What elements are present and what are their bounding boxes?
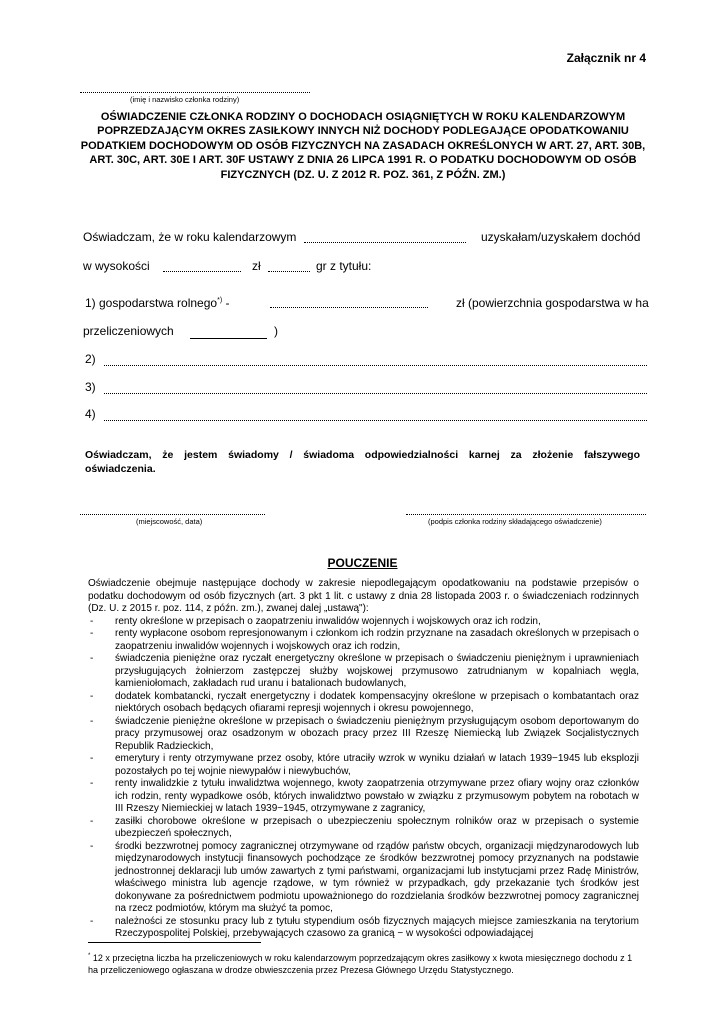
form-line-1-start: Oświadczam, że w roku kalendarzowym — [83, 230, 297, 244]
item-1-dash: - — [225, 296, 230, 310]
item-1-text: 1) gospodarstwa rolnego — [85, 296, 218, 310]
hectares-field[interactable] — [190, 338, 267, 339]
item-4-label: 4) — [85, 407, 96, 421]
list-item: - świadczenia pieniężne oraz ryczałt energetyczny określone w przepisach o świadczeniu pieniężnym i uprawnieniach przysługujących żołnierzom zastępczej służby wojskowej przymusowo zatrudnianym w kopalniach węgla, kamieniołomach, zakładach rud uranu i batalionach budowlanych, — [88, 653, 639, 691]
item-2-label: 2) — [85, 352, 96, 366]
amount-zl-field[interactable] — [163, 271, 241, 272]
document-title: OŚWIADCZENIE CZŁONKA RODZINY O DOCHODACH OSIĄGNIĘTYCH W ROKU KALENDARZOWYM POPRZEDZAJĄCYM OKRES ZASIŁKOWY INNYCH NIŻ DOCHODY PODLEGAJĄCE OPODATKOWANIU PODATKIEM DOCHODOWYM OD OSÓB FIZYCZNYCH NA ZASADACH OKREŚLONYCH W ART. 27, ART. 30B, ART. 30C, ART. 30E I ART. 30F USTAWY Z DNIA 26 LIPCA 1991 R. O PODATKU DOCHODOWYM OD OSÓB FIZYCZNYCH (DZ. U. Z 2012 R. POZ. 361, Z PÓŹN. ZM.) — [80, 111, 646, 181]
item-1-label — [85, 296, 230, 310]
year-field[interactable] — [304, 242, 466, 243]
attachment-label: Załącznik nr 4 — [566, 51, 646, 65]
item-1-close: ) — [274, 324, 278, 338]
name-field-line[interactable] — [80, 92, 310, 93]
form-line-1-end: uzyskałam/uzyskałem dochód — [481, 230, 641, 244]
place-date-caption: (miejscowość, data) — [136, 517, 203, 526]
zl-label: zł — [252, 259, 261, 273]
item-2-field[interactable] — [104, 365, 647, 366]
income-list — [88, 616, 639, 941]
signature-field[interactable] — [406, 514, 646, 515]
pouczenie-heading: POUCZENIE — [327, 556, 398, 570]
item-4-field[interactable] — [104, 420, 647, 421]
amount-gr-field[interactable] — [268, 271, 310, 272]
name-field-caption: (imię i nazwisko członka rodziny) — [130, 95, 240, 104]
footnote — [88, 950, 636, 976]
list-item: - środki bezzwrotnej pomocy zagranicznej otrzymywane od rządów państw obcych, organizacji międzynarodowych lub międzynarodowych instytucji finansowych pochodzące ze środków bezzwrotnej pomocy przyznanych na podstawie jednostronnej deklaracji lub umów zawartych z tymi państwami, organizacjami lub instytucjami przez Radę Ministrów, właściwego ministra lub agencje rządowe, w tym również w przypadkach, gdy przekazanie tych środków jest dokonywane za pośrednictwem podmiotu upoważnionego do rozdzielania środków bezzwrotnej pomocy zagranicznej na rzecz podmiotów, którym ma służyć ta pomoc, — [88, 841, 639, 916]
footnote-text: 12 x przeciętna liczba ha przeliczeniowych w roku kalendarzowym poprzedzającym okres zasiłkowy x kwota miesięcznego dochodu z 1 ha przeliczeniowego ogłaszana w drodze obwieszczenia przez Prezesa Głównego Urzędu Statystycznego. — [88, 953, 633, 975]
pouczenie-intro: Oświadczenie obejmuje następujące dochody w zakresie niepodlegającym opodatkowaniu na podstawie przepisów o podatku dochodowym od osób fizycznych (art. 3 pkt 1 lit. c ustawy z dnia 28 listopada 2003 r. o świadczeniach rodzinnych (Dz. U. z 2015 r. poz. 114, z późn. zm.), zwanej dalej „ustawą"): — [88, 578, 639, 614]
footnote-separator — [88, 942, 261, 943]
gr-label: gr z tytułu: — [316, 259, 372, 273]
item-3-field[interactable] — [104, 393, 647, 394]
footnote-ref: *) — [217, 297, 223, 304]
pouczenie-body — [88, 578, 639, 941]
list-item: - należności ze stosunku pracy lub z tytułu stypendium osób fizycznych mających miejsce zamieszkania na terytorium Rzeczypospolitej Polskiej, przebywających czasowo za granicą − w wysokości odpowiadającej — [88, 916, 639, 941]
form-line-2-start: w wysokości — [83, 259, 150, 273]
list-item: - renty inwalidzkie z tytułu inwalidztwa wojennego, kwoty zaopatrzenia otrzymywane przez ofiary wojny oraz członków ich rodzin, renty wypadkowe osób, których inwalidztwo powstało w związku z przymusowym pobytem na robotach w III Rzeszy Niemieckiej w latach 1939−1945, otrzymywane z zagranicy, — [88, 778, 639, 816]
liability-declaration: Oświadczam, że jestem świadomy / świadoma odpowiedzialności karnej za złożenie fałszywego oświadczenia. — [85, 449, 640, 475]
signature-caption: (podpis członka rodziny składającego oświadczenie) — [428, 517, 602, 526]
item-3-label: 3) — [85, 380, 96, 394]
list-item: - renty wypłacone osobom represjonowanym i członkom ich rodzin przyznane na zasadach określonych w przepisach o zaopatrzeniu inwalidów wojennych i wojskowych oraz ich rodzin, — [88, 628, 639, 653]
list-item: - zasiłki chorobowe określone w przepisach o ubezpieczeniu społecznym rolników oraz w przepisach o systemie ubezpieczeń społecznych, — [88, 816, 639, 841]
list-item: - świadczenie pieniężne określone w przepisach o świadczeniu pieniężnym przysługującym osobom deportowanym do pracy przymusowej oraz osadzonym w obozach pracy przez III Rzeszę Niemiecką lub Związek Socjalistycznych Republik Radzieckich, — [88, 716, 639, 754]
place-date-field[interactable] — [80, 514, 265, 515]
farm-amount-field[interactable] — [270, 307, 428, 308]
list-item: - dodatek kombatancki, ryczałt energetyczny i dodatek kompensacyjny określone w przepisach o kombatantach oraz niektórych osobach będących ofiarami represji wojennych i okresu powojennego, — [88, 691, 639, 716]
item-1-end: zł (powierzchnia gospodarstwa w ha — [456, 296, 649, 310]
footnote-marker: * — [88, 953, 91, 959]
list-item: - emerytury i renty otrzymywane przez osoby, które utraciły wzrok w wyniku działań w latach 1939−1945 lub eksplozji pozostałych po tej wojnie niewypałów i niewybuchów, — [88, 753, 639, 778]
list-item: - renty określone w przepisach o zaopatrzeniu inwalidów wojennych i wojskowych oraz ich rodzin, — [88, 616, 639, 629]
item-1-line-2: przeliczeniowych — [83, 324, 174, 338]
